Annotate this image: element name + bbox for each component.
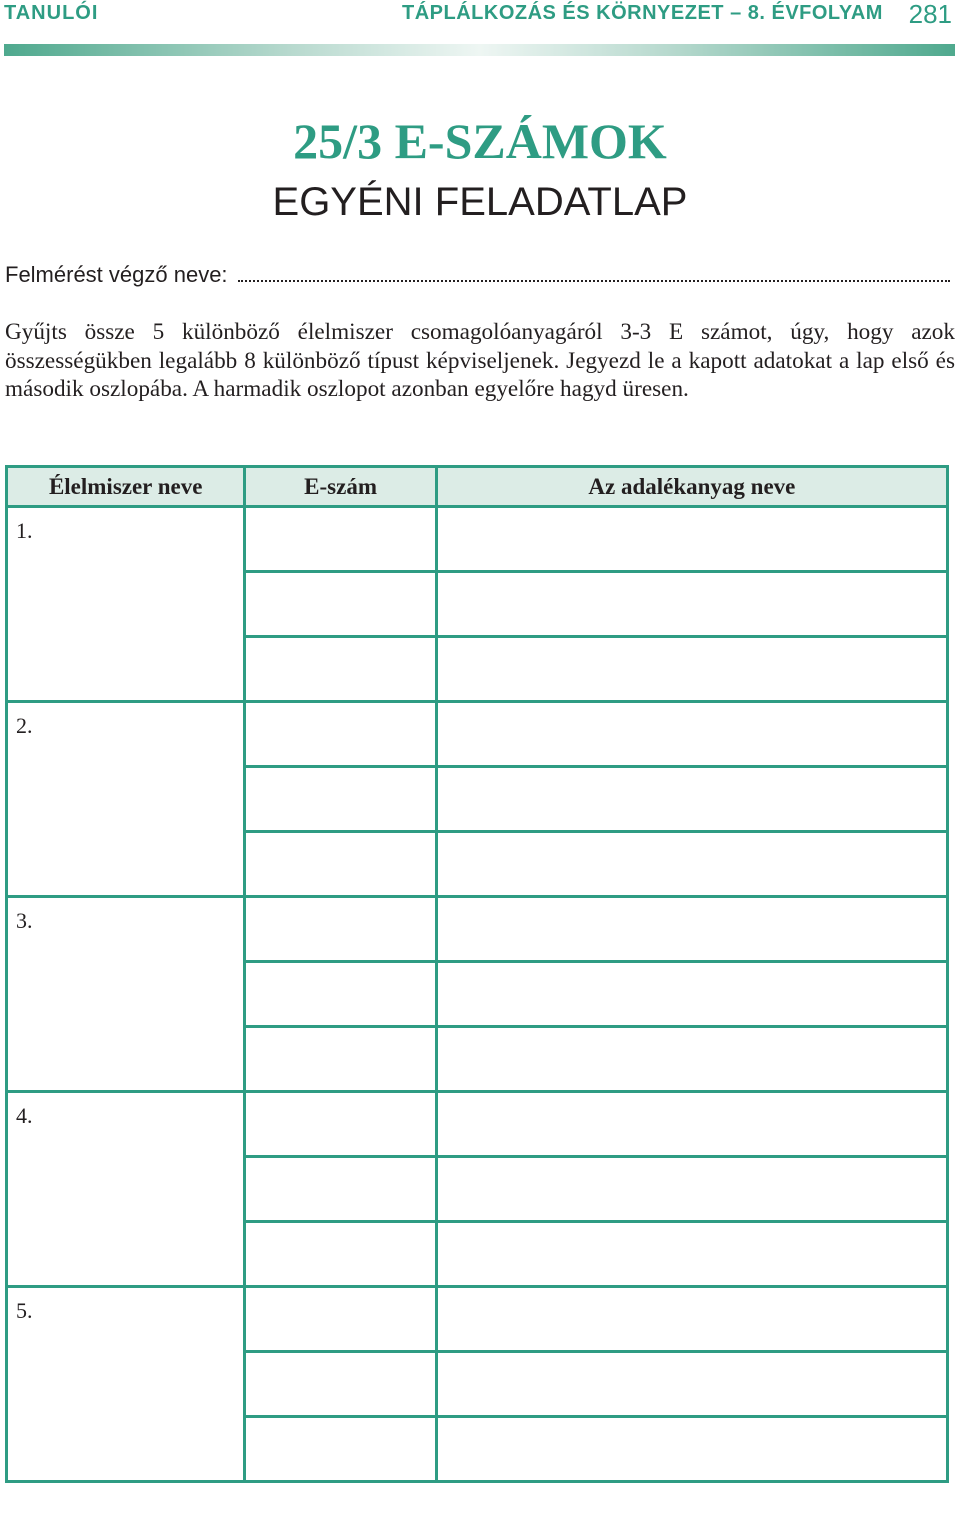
e-number-cell[interactable] (245, 1287, 436, 1352)
e-number-cell[interactable] (245, 832, 436, 897)
additive-name-cell[interactable] (436, 637, 947, 702)
additive-name-cell[interactable] (436, 1417, 947, 1482)
worksheet-subtitle: EGYÉNI FELADATLAP (272, 180, 688, 224)
additive-name-cell[interactable] (436, 1157, 947, 1222)
table-header-row (7, 467, 948, 507)
e-number-cell[interactable] (245, 1157, 436, 1222)
additive-name-cell[interactable] (436, 507, 947, 572)
additive-name-cell[interactable] (436, 897, 947, 962)
column-header-additive-name: Az adalékanyag neve (436, 467, 947, 507)
row-label-5[interactable]: 5. (7, 1287, 245, 1482)
instructions-text: Gyűjts össze 5 különböző élelmiszer csomagolóanyagáról 3-3 E számot, úgy, hogy azok összességükben legalább 8 különböző típust képviseljenek. Jegyezd le a kapott adatokat a lap első és második oszlopába. A harmadik oszlopot azonban egyelőre hagyd üresen. (5, 319, 955, 402)
e-number-cell[interactable] (245, 507, 436, 572)
e-number-cell[interactable] (245, 1027, 436, 1092)
page-header (0, 0, 960, 36)
column-header-food-name: Élelmiszer neve (7, 467, 245, 507)
e-number-cell[interactable] (245, 962, 436, 1027)
assessor-name-line (5, 262, 950, 288)
additive-name-cell[interactable] (436, 1222, 947, 1287)
e-number-cell[interactable] (245, 1417, 436, 1482)
additive-name-cell[interactable] (436, 1027, 947, 1092)
assessor-label: Felmérést végző neve: (5, 262, 228, 287)
e-number-cell[interactable] (245, 1352, 436, 1417)
worksheet-title: 25/3 E-SZÁMOK (293, 113, 667, 169)
e-number-cell[interactable] (245, 637, 436, 702)
additive-name-cell[interactable] (436, 702, 947, 767)
e-number-cell[interactable] (245, 767, 436, 832)
row-label-1[interactable]: 1. (7, 507, 245, 702)
additive-name-cell[interactable] (436, 572, 947, 637)
row-label-4[interactable]: 4. (7, 1092, 245, 1287)
e-number-cell[interactable] (245, 1092, 436, 1157)
worksheet-table (5, 465, 949, 1483)
table-row (7, 897, 948, 962)
row-label-3[interactable]: 3. (7, 897, 245, 1092)
additive-name-cell[interactable] (436, 1092, 947, 1157)
e-number-cell[interactable] (245, 1222, 436, 1287)
page-number: 281 (908, 0, 952, 29)
e-number-cell[interactable] (245, 702, 436, 767)
row-label-2[interactable]: 2. (7, 702, 245, 897)
additive-name-cell[interactable] (436, 767, 947, 832)
header-left-label: TANULÓI (4, 2, 99, 24)
additive-name-cell[interactable] (436, 832, 947, 897)
additive-name-cell[interactable] (436, 1287, 947, 1352)
table-row (7, 507, 948, 572)
header-subject: TÁPLÁLKOZÁS ÉS KÖRNYEZET – 8. ÉVFOLYAM (402, 2, 883, 24)
assessor-name-field[interactable] (238, 262, 950, 282)
e-number-cell[interactable] (245, 897, 436, 962)
column-header-e-number: E-szám (245, 467, 436, 507)
e-number-cell[interactable] (245, 572, 436, 637)
additive-name-cell[interactable] (436, 1352, 947, 1417)
header-divider (4, 44, 955, 56)
table-row (7, 1092, 948, 1157)
additive-name-cell[interactable] (436, 962, 947, 1027)
table-row (7, 1287, 948, 1352)
table-row (7, 702, 948, 767)
